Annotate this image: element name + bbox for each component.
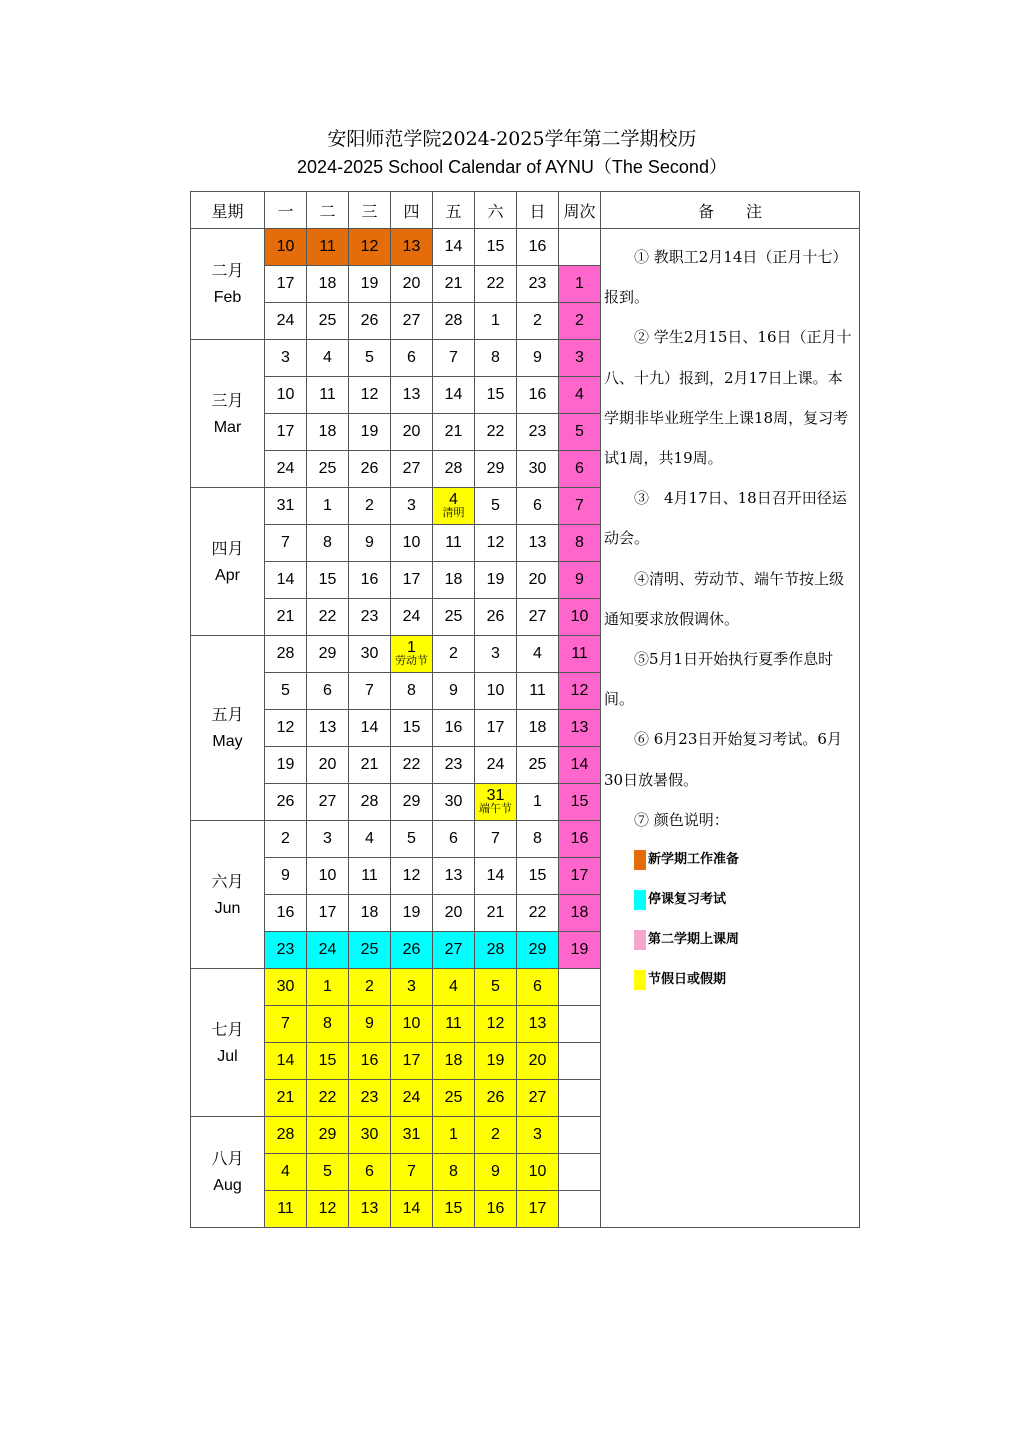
- day-cell: 9: [349, 1006, 391, 1043]
- month-label-cn: 五月: [211, 705, 244, 724]
- day-cell: 2: [433, 636, 475, 673]
- day-cell: 6: [391, 340, 433, 377]
- day-cell: 10: [391, 525, 433, 562]
- legend-swatch: [634, 970, 646, 990]
- week-number-cell: 1: [559, 266, 601, 303]
- legend-label: 新学期工作准备: [648, 852, 740, 868]
- legend-item: [604, 840, 856, 880]
- day-cell: 23: [349, 599, 391, 636]
- day-cell: 13: [349, 1191, 391, 1228]
- week-number-cell: 9: [559, 562, 601, 599]
- day-cell: 22: [475, 414, 517, 451]
- day-cell: 7: [265, 525, 307, 562]
- header-thu: 四: [391, 192, 433, 229]
- week-number-cell: 5: [559, 414, 601, 451]
- day-cell: 6: [517, 969, 559, 1006]
- legend-swatch: [634, 890, 646, 910]
- day-cell: 21: [475, 895, 517, 932]
- legend-item: [604, 960, 856, 1000]
- month-label: [191, 969, 265, 1117]
- month-label-en: Jun: [214, 899, 241, 917]
- month-label-en: Apr: [215, 566, 240, 584]
- day-cell: 27: [517, 1080, 559, 1117]
- day-cell: 3: [265, 340, 307, 377]
- week-number-cell: 2: [559, 303, 601, 340]
- day-cell: 5: [475, 969, 517, 1006]
- day-cell: 22: [391, 747, 433, 784]
- holiday-label: 端午节: [479, 802, 512, 815]
- day-cell: 20: [517, 562, 559, 599]
- day-cell: 24: [391, 1080, 433, 1117]
- day-cell: 30: [349, 1117, 391, 1154]
- day-cell: 3: [391, 488, 433, 525]
- week-number-cell: [559, 1043, 601, 1080]
- legend-item: [604, 920, 856, 960]
- legend-item: [604, 880, 856, 920]
- week-number-cell: 7: [559, 488, 601, 525]
- month-label: [191, 636, 265, 821]
- day-cell: 11: [433, 525, 475, 562]
- day-cell: 20: [307, 747, 349, 784]
- day-cell: 12: [349, 377, 391, 414]
- day-cell: 18: [307, 266, 349, 303]
- day-cell: 17: [265, 266, 307, 303]
- day-cell: 24: [307, 932, 349, 969]
- day-cell: 11: [307, 229, 349, 266]
- month-label-cn: 八月: [211, 1149, 244, 1168]
- day-cell: 9: [433, 673, 475, 710]
- day-cell: 7: [391, 1154, 433, 1191]
- day-number: 31: [486, 787, 505, 804]
- day-cell: 8: [307, 1006, 349, 1043]
- day-cell: 3: [517, 1117, 559, 1154]
- day-cell: 26: [475, 599, 517, 636]
- day-cell: 28: [265, 636, 307, 673]
- day-cell: 27: [391, 451, 433, 488]
- day-cell: 26: [475, 1080, 517, 1117]
- week-number-cell: [559, 1154, 601, 1191]
- day-cell: 10: [517, 1154, 559, 1191]
- day-cell: 28: [433, 451, 475, 488]
- day-cell: 14: [433, 377, 475, 414]
- day-cell: 28: [349, 784, 391, 821]
- day-cell: 1: [307, 969, 349, 1006]
- day-cell: 29: [307, 1117, 349, 1154]
- day-cell: 14: [265, 562, 307, 599]
- day-cell: 7: [349, 673, 391, 710]
- day-cell: 13: [307, 710, 349, 747]
- legend-label: 第二学期上课周: [648, 932, 740, 948]
- day-cell: 19: [475, 1043, 517, 1080]
- day-cell: 25: [433, 1080, 475, 1117]
- month-label: [191, 1117, 265, 1228]
- day-cell: 25: [517, 747, 559, 784]
- day-cell: 16: [475, 1191, 517, 1228]
- legend-swatch: [634, 850, 646, 870]
- day-cell: 23: [517, 414, 559, 451]
- day-cell: 29: [475, 451, 517, 488]
- day-cell: 1: [475, 303, 517, 340]
- day-cell: 4: [307, 340, 349, 377]
- day-cell: [475, 784, 517, 821]
- week-number-cell: 11: [559, 636, 601, 673]
- day-cell: 13: [517, 1006, 559, 1043]
- header-wed: 三: [349, 192, 391, 229]
- week-number-cell: [559, 229, 601, 266]
- holiday-label: 清明: [442, 506, 465, 519]
- day-cell: 20: [517, 1043, 559, 1080]
- day-cell: 19: [349, 414, 391, 451]
- header-fri: 五: [433, 192, 475, 229]
- day-cell: 31: [391, 1117, 433, 1154]
- day-cell: 9: [517, 340, 559, 377]
- day-cell: 6: [349, 1154, 391, 1191]
- day-cell: 18: [433, 562, 475, 599]
- day-cell: 31: [265, 488, 307, 525]
- day-cell: 26: [349, 451, 391, 488]
- day-cell: 21: [433, 414, 475, 451]
- day-cell: 2: [475, 1117, 517, 1154]
- day-cell: 11: [307, 377, 349, 414]
- note-item: ⑦ 颜色说明：: [634, 810, 729, 829]
- header-row: [191, 192, 860, 229]
- day-cell: 20: [391, 414, 433, 451]
- note-item: ⑥ 6月23日开始复习考试。6月30日放暑假。: [604, 730, 842, 789]
- day-cell: 5: [265, 673, 307, 710]
- day-cell: 17: [391, 562, 433, 599]
- day-cell: 7: [475, 821, 517, 858]
- header-tue: 二: [307, 192, 349, 229]
- day-cell: 24: [265, 451, 307, 488]
- month-label-en: Mar: [213, 418, 242, 436]
- day-cell: 13: [433, 858, 475, 895]
- day-cell: 21: [349, 747, 391, 784]
- day-cell: 28: [475, 932, 517, 969]
- day-cell: 1: [307, 488, 349, 525]
- note-item: ④清明、劳动节、端午节按上级通知要求放假调休。: [604, 569, 845, 628]
- day-cell: 22: [307, 599, 349, 636]
- day-number: 1: [407, 639, 416, 656]
- day-cell: 2: [517, 303, 559, 340]
- holiday-label: 劳动节: [395, 654, 428, 667]
- day-cell: 27: [433, 932, 475, 969]
- month-label-en: May: [212, 733, 243, 750]
- month-label-cn: 二月: [211, 261, 244, 280]
- week-number-cell: 19: [559, 932, 601, 969]
- week-number-cell: 15: [559, 784, 601, 821]
- month-label-cn: 三月: [211, 390, 244, 410]
- week-number-cell: [559, 969, 601, 1006]
- week-number-cell: 10: [559, 599, 601, 636]
- day-cell: 8: [433, 1154, 475, 1191]
- day-cell: 3: [307, 821, 349, 858]
- day-cell: 27: [307, 784, 349, 821]
- day-cell: 18: [349, 895, 391, 932]
- legend-swatch: [634, 930, 646, 950]
- day-cell: 19: [349, 266, 391, 303]
- day-cell: 10: [391, 1006, 433, 1043]
- day-cell: 10: [475, 673, 517, 710]
- day-cell: 14: [349, 710, 391, 747]
- week-number-cell: [559, 1117, 601, 1154]
- day-cell: 12: [475, 1006, 517, 1043]
- day-cell: 4: [517, 636, 559, 673]
- day-cell: 27: [517, 599, 559, 636]
- day-cell: 15: [307, 562, 349, 599]
- day-cell: 18: [433, 1043, 475, 1080]
- header-week-number: 周次: [559, 192, 601, 229]
- day-cell: 10: [265, 229, 307, 266]
- day-cell: 8: [517, 821, 559, 858]
- day-cell: 15: [391, 710, 433, 747]
- day-cell: 17: [475, 710, 517, 747]
- day-cell: 22: [307, 1080, 349, 1117]
- day-cell: 25: [433, 599, 475, 636]
- day-cell: 13: [517, 525, 559, 562]
- month-label-cn: 七月: [211, 1019, 244, 1039]
- note-item: ② 学生2月15日、16日（正月十八、十九）报到，2月17日上课。本学期非毕业班学生上课18周，复习考试1周，共19周。: [604, 328, 852, 468]
- day-cell: 15: [475, 229, 517, 266]
- day-cell: 3: [475, 636, 517, 673]
- day-cell: 30: [433, 784, 475, 821]
- month-label-en: Feb: [213, 289, 242, 306]
- day-cell: 14: [391, 1191, 433, 1228]
- day-cell: 4: [433, 969, 475, 1006]
- note-item: ① 教职工2月14日（正月十七）报到。: [604, 248, 848, 307]
- week-number-cell: 4: [559, 377, 601, 414]
- day-cell: 26: [265, 784, 307, 821]
- day-cell: 17: [391, 1043, 433, 1080]
- day-cell: 17: [265, 414, 307, 451]
- day-cell: 4: [265, 1154, 307, 1191]
- day-cell: 11: [517, 673, 559, 710]
- note-item: ③ 4月17日、18日召开田径运动会。: [604, 489, 847, 548]
- day-cell: 23: [349, 1080, 391, 1117]
- notes-cell: [601, 229, 860, 1228]
- legend-label: 节假日或假期: [648, 972, 727, 988]
- day-cell: 30: [517, 451, 559, 488]
- day-cell: 2: [349, 969, 391, 1006]
- day-cell: 26: [349, 303, 391, 340]
- day-cell: 30: [265, 969, 307, 1006]
- day-cell: [391, 636, 433, 673]
- day-cell: [433, 488, 475, 525]
- day-cell: 20: [433, 895, 475, 932]
- day-cell: 23: [265, 932, 307, 969]
- day-cell: 22: [517, 895, 559, 932]
- week-number-cell: [559, 1006, 601, 1043]
- day-cell: 25: [307, 451, 349, 488]
- day-cell: 16: [517, 229, 559, 266]
- header-mon: 一: [265, 192, 307, 229]
- note-item: ⑤5月1日开始执行夏季作息时间。: [604, 650, 834, 709]
- day-cell: 21: [433, 266, 475, 303]
- day-cell: 9: [265, 858, 307, 895]
- day-number: 4: [449, 491, 458, 508]
- calendar-body: [191, 229, 860, 1228]
- day-cell: 16: [349, 1043, 391, 1080]
- day-cell: 22: [475, 266, 517, 303]
- day-cell: 9: [475, 1154, 517, 1191]
- month-label-cn: 六月: [211, 871, 244, 891]
- header-sat: 六: [475, 192, 517, 229]
- day-cell: 19: [475, 562, 517, 599]
- day-cell: 9: [349, 525, 391, 562]
- day-cell: 24: [475, 747, 517, 784]
- day-cell: 6: [307, 673, 349, 710]
- day-cell: 5: [307, 1154, 349, 1191]
- day-cell: 28: [433, 303, 475, 340]
- day-cell: 12: [349, 229, 391, 266]
- header-weekday: 星期: [191, 192, 265, 229]
- day-cell: 12: [265, 710, 307, 747]
- calendar-week-row: [191, 229, 860, 266]
- day-cell: 11: [349, 858, 391, 895]
- day-cell: 6: [433, 821, 475, 858]
- day-cell: 16: [349, 562, 391, 599]
- day-cell: 8: [391, 673, 433, 710]
- week-number-cell: 8: [559, 525, 601, 562]
- day-cell: 12: [307, 1191, 349, 1228]
- day-cell: 18: [517, 710, 559, 747]
- day-cell: 14: [433, 229, 475, 266]
- week-number-cell: [559, 1191, 601, 1228]
- day-cell: 1: [433, 1117, 475, 1154]
- day-cell: 18: [307, 414, 349, 451]
- day-cell: 7: [433, 340, 475, 377]
- day-cell: 19: [391, 895, 433, 932]
- day-cell: 6: [517, 488, 559, 525]
- day-cell: 16: [517, 377, 559, 414]
- day-cell: 15: [517, 858, 559, 895]
- day-cell: 10: [265, 377, 307, 414]
- month-label-en: Aug: [213, 1177, 242, 1194]
- week-number-cell: 3: [559, 340, 601, 377]
- week-number-cell: 18: [559, 895, 601, 932]
- day-cell: 7: [265, 1006, 307, 1043]
- day-cell: 3: [391, 969, 433, 1006]
- day-cell: 21: [265, 1080, 307, 1117]
- day-cell: 2: [265, 821, 307, 858]
- day-cell: 20: [391, 266, 433, 303]
- day-cell: 24: [391, 599, 433, 636]
- day-cell: 11: [265, 1191, 307, 1228]
- day-cell: 23: [433, 747, 475, 784]
- day-cell: 29: [391, 784, 433, 821]
- day-cell: 14: [265, 1043, 307, 1080]
- week-number-cell: 14: [559, 747, 601, 784]
- month-label-cn: 四月: [211, 538, 244, 558]
- month-label: [191, 340, 265, 488]
- day-cell: 11: [433, 1006, 475, 1043]
- day-cell: 5: [349, 340, 391, 377]
- day-cell: 28: [265, 1117, 307, 1154]
- day-cell: 5: [391, 821, 433, 858]
- day-cell: 15: [433, 1191, 475, 1228]
- day-cell: 8: [307, 525, 349, 562]
- day-cell: 23: [517, 266, 559, 303]
- page-title-cn: 安阳师范学院2024-2025学年第二学期校历: [327, 128, 697, 150]
- day-cell: 16: [433, 710, 475, 747]
- month-label: [191, 821, 265, 969]
- day-cell: 25: [307, 303, 349, 340]
- legend-label: 停课复习考试: [648, 892, 727, 908]
- day-cell: 12: [391, 858, 433, 895]
- day-cell: 14: [475, 858, 517, 895]
- page-title-en: 2024-2025 School Calendar of AYNU（The Second）: [297, 157, 727, 177]
- day-cell: 10: [307, 858, 349, 895]
- calendar-table: [190, 191, 860, 1228]
- month-label-en: Jul: [217, 1047, 238, 1065]
- day-cell: 15: [475, 377, 517, 414]
- day-cell: 1: [517, 784, 559, 821]
- day-cell: 26: [391, 932, 433, 969]
- day-cell: 12: [475, 525, 517, 562]
- day-cell: 13: [391, 377, 433, 414]
- day-cell: 21: [265, 599, 307, 636]
- day-cell: 16: [265, 895, 307, 932]
- week-number-cell: 16: [559, 821, 601, 858]
- day-cell: 5: [475, 488, 517, 525]
- day-cell: 4: [349, 821, 391, 858]
- week-number-cell: 17: [559, 858, 601, 895]
- day-cell: 29: [517, 932, 559, 969]
- day-cell: 8: [475, 340, 517, 377]
- day-cell: 27: [391, 303, 433, 340]
- day-cell: 2: [349, 488, 391, 525]
- day-cell: 25: [349, 932, 391, 969]
- month-label: [191, 488, 265, 636]
- day-cell: 29: [307, 636, 349, 673]
- day-cell: 13: [391, 229, 433, 266]
- day-cell: 30: [349, 636, 391, 673]
- header-notes: 备 注: [601, 192, 860, 229]
- header-sun: 日: [517, 192, 559, 229]
- day-cell: 24: [265, 303, 307, 340]
- week-number-cell: 13: [559, 710, 601, 747]
- week-number-cell: 6: [559, 451, 601, 488]
- month-label: [191, 229, 265, 340]
- day-cell: 17: [517, 1191, 559, 1228]
- week-number-cell: 12: [559, 673, 601, 710]
- day-cell: 17: [307, 895, 349, 932]
- day-cell: 15: [307, 1043, 349, 1080]
- week-number-cell: [559, 1080, 601, 1117]
- day-cell: 19: [265, 747, 307, 784]
